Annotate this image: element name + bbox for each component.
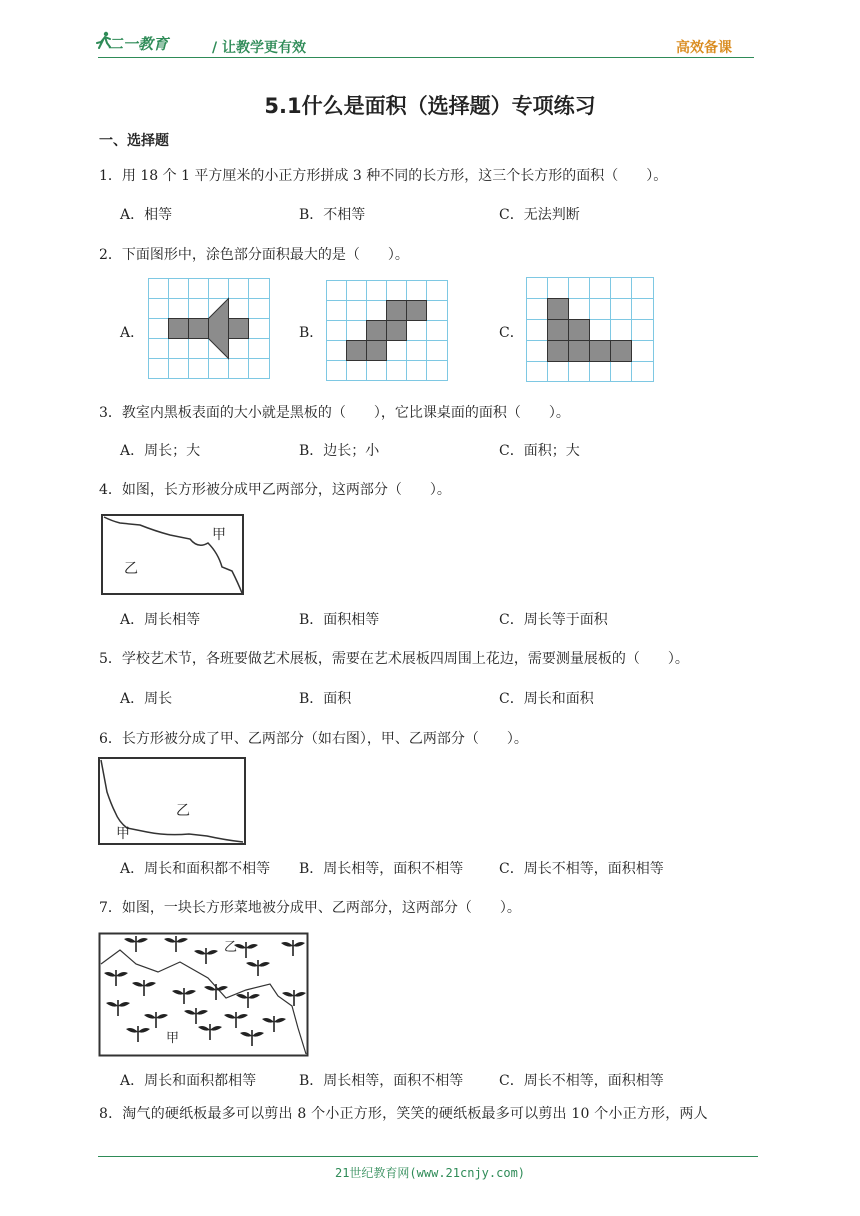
q2-option-c[interactable]: C． <box>499 325 524 341</box>
q7-option-b[interactable]: B．周长相等，面积不相等 <box>299 1073 464 1089</box>
q4-label-jia: 甲 <box>212 527 226 543</box>
q2-figure-a <box>148 278 272 380</box>
section-heading: 一、选择题 <box>99 133 169 149</box>
header-tag: 高效备课 <box>676 40 732 56</box>
question-1: 1．用 18 个 1 平方厘米的小正方形拼成 3 种不同的长方形，这三个长方形的面积（ ）。 <box>99 168 668 184</box>
page-title: 5.1什么是面积（选择题）专项练习 <box>264 94 596 118</box>
q2-option-b[interactable]: B． <box>299 325 324 341</box>
q1-option-a[interactable]: A．相等 <box>120 207 173 223</box>
question-7: 7．如图，一块长方形菜地被分成甲、乙两部分，这两部分（ ）。 <box>99 900 521 916</box>
q7-figure-vegetable-field <box>98 932 310 1058</box>
q7-label-jia: 甲 <box>166 1031 180 1046</box>
q6-option-b[interactable]: B．周长相等，面积不相等 <box>299 861 464 877</box>
header-divider <box>98 57 754 58</box>
question-2: 2．下面图形中，涂色部分面积最大的是（ ）。 <box>99 247 409 263</box>
q6-option-a[interactable]: A．周长和面积都不相等 <box>120 861 271 877</box>
q6-label-yi: 乙 <box>176 803 190 819</box>
q7-label-yi: 乙 <box>224 940 238 955</box>
q3-option-c[interactable]: C．面积；大 <box>499 443 580 459</box>
footer-text: 21世纪教育网(www.21cnjy.com) <box>334 1166 526 1180</box>
q6-label-jia: 甲 <box>116 826 130 842</box>
q1-option-c[interactable]: C．无法判断 <box>499 207 580 223</box>
question-5: 5．学校艺术节，各班要做艺术展板，需要在艺术展板四周围上花边，需要测量展板的（ ）。 <box>99 651 689 667</box>
q6-option-c[interactable]: C．周长不相等，面积相等 <box>499 861 664 877</box>
question-6: 6．长方形被分成了甲、乙两部分（如右图），甲、乙两部分（ ）。 <box>99 731 528 747</box>
header-slogan: / 让教学更有效 <box>212 40 306 56</box>
q5-option-a[interactable]: A．周长 <box>120 691 173 707</box>
q4-option-b[interactable]: B．面积相等 <box>299 612 380 628</box>
q4-option-a[interactable]: A．周长相等 <box>120 612 201 628</box>
sprout-icons <box>104 936 306 1046</box>
logo-text: 二一教育 <box>108 35 169 53</box>
q4-label-yi: 乙 <box>124 561 138 577</box>
q2-figure-b <box>326 280 450 382</box>
question-3: 3．教室内黑板表面的大小就是黑板的（ ），它比课桌面的面积（ ）。 <box>99 405 570 421</box>
q5-option-c[interactable]: C．周长和面积 <box>499 691 594 707</box>
footer-divider <box>98 1156 758 1157</box>
q1-option-b[interactable]: B．不相等 <box>299 207 366 223</box>
q4-option-c[interactable]: C．周长等于面积 <box>499 612 608 628</box>
q2-option-a[interactable]: A． <box>120 325 145 341</box>
q7-option-c[interactable]: C．周长不相等，面积相等 <box>499 1073 664 1089</box>
question-4: 4．如图，长方形被分成甲乙两部分，这两部分（ ）。 <box>99 482 451 498</box>
q2-figure-c <box>526 277 656 383</box>
q3-option-b[interactable]: B．边长；小 <box>299 443 380 459</box>
q5-option-b[interactable]: B．面积 <box>299 691 352 707</box>
q7-option-a[interactable]: A．周长和面积都相等 <box>120 1073 257 1089</box>
q3-option-a[interactable]: A．周长；大 <box>120 443 201 459</box>
question-8: 8．淘气的硬纸板最多可以剪出 8 个小正方形，笑笑的硬纸板最多可以剪出 10 个小正方形，两人 <box>99 1106 708 1122</box>
